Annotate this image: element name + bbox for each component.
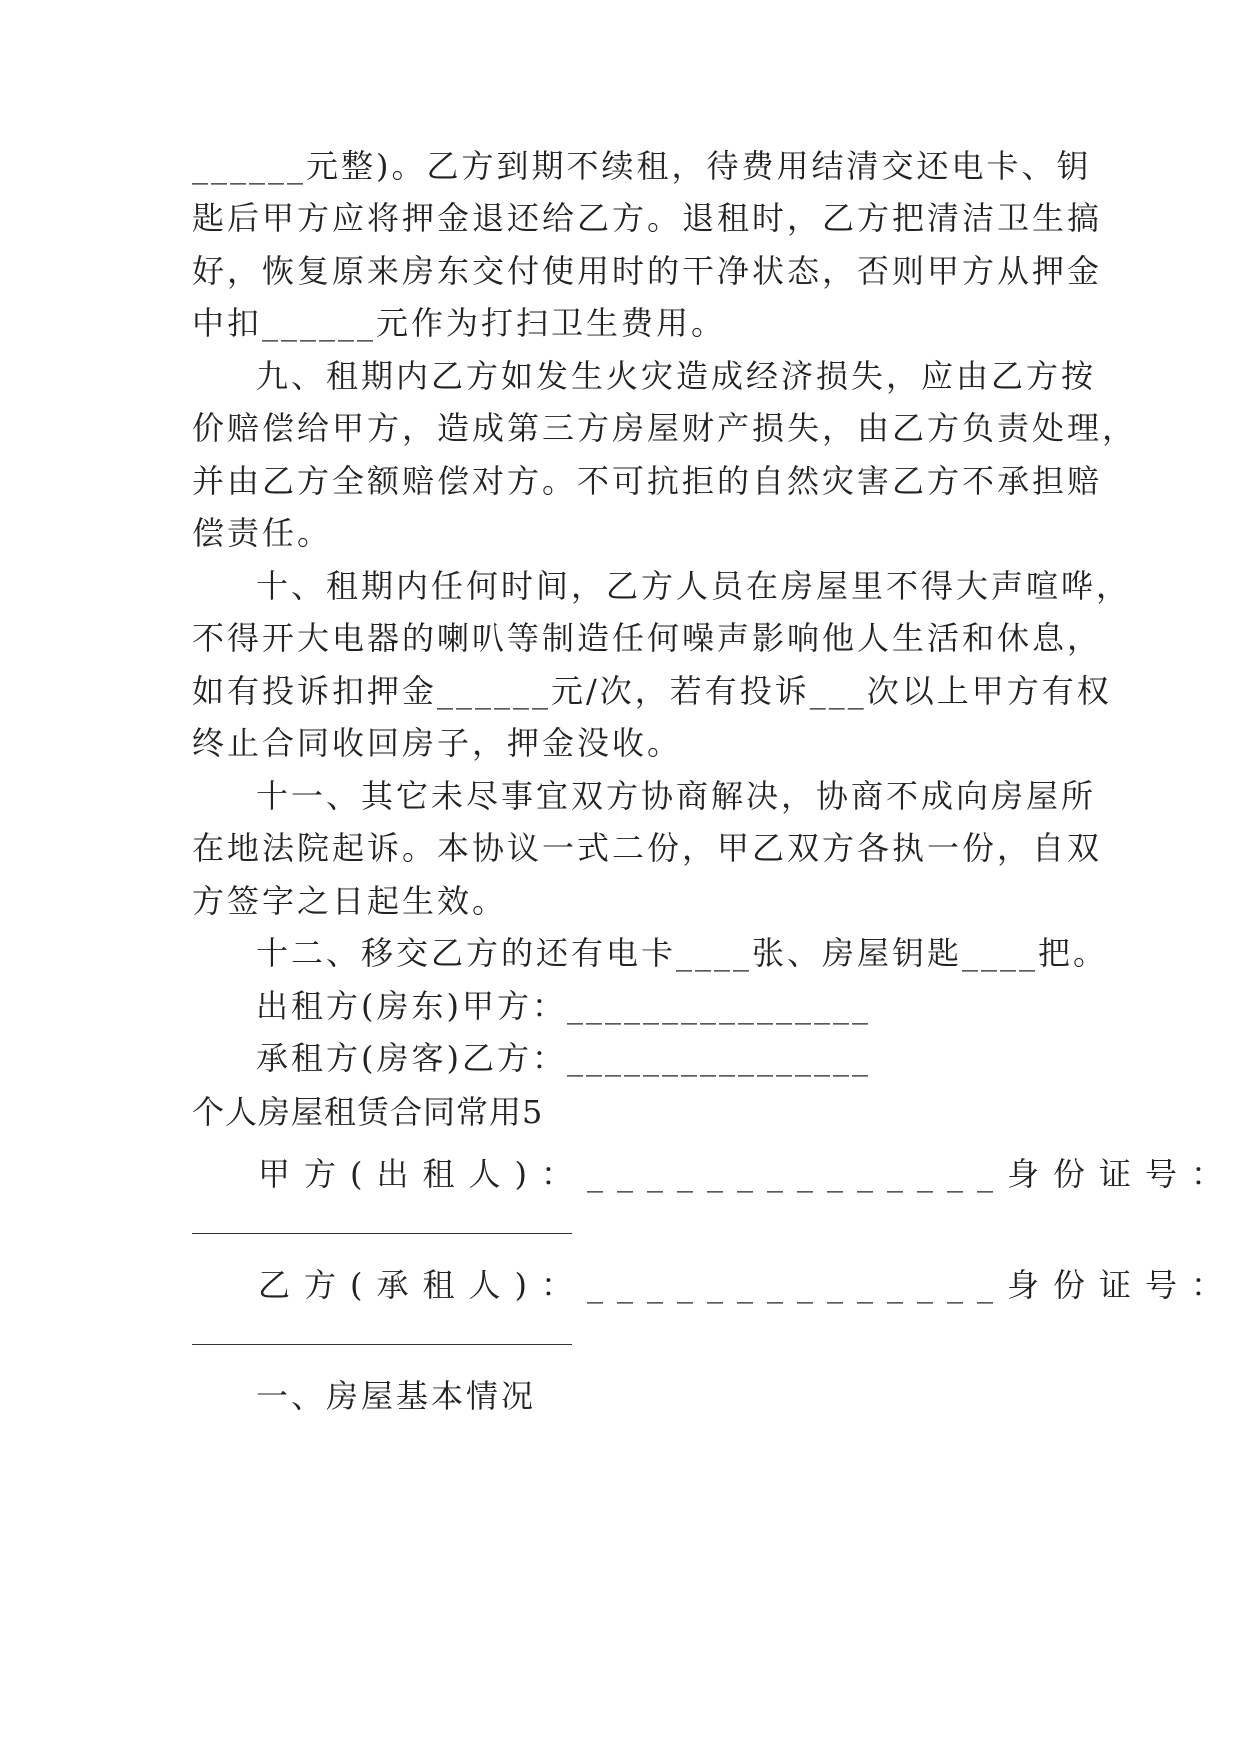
party-a-line: 甲方(出租人)：______________身份证号： <box>258 1155 1237 1193</box>
clause9-line-3: 并由乙方全额赔偿对方。不可抗拒的自然灾害乙方不承担赔 <box>192 462 1103 500</box>
clause11-line-3: 方签字之日起生效。 <box>192 882 508 920</box>
clause9-line-2: 价赔偿给甲方，造成第三方房屋财产损失，由乙方负责处理， <box>192 409 1138 447</box>
party-b-line: 乙方(承租人)：______________身份证号： <box>258 1266 1237 1304</box>
clause9-line-1: 九、租期内乙方如发生火灾造成经济损失，应由乙方按 <box>256 357 1097 395</box>
clause9-line-4: 偿责任。 <box>192 514 333 552</box>
section-heading-1: 一、房屋基本情况 <box>256 1377 537 1415</box>
party-b-id-underline <box>192 1344 572 1345</box>
landlord-signature: 出租方(房东)甲方：________________ <box>256 987 871 1025</box>
party-a-id-underline <box>192 1233 572 1234</box>
clause11-line-2: 在地法院起诉。本协议一式二份，甲乙双方各执一份，自双 <box>192 829 1103 867</box>
clause8-line-2: 匙后甲方应将押金退还给乙方。退租时，乙方把清洁卫生搞 <box>192 199 1103 237</box>
clause8-line-1: ______元整)。乙方到期不续租，待费用结清交还电卡、钥 <box>192 147 1092 185</box>
clause10-line-4: 终止合同收回房子，押金没收。 <box>192 724 683 762</box>
tenant-signature: 承租方(房客)乙方：________________ <box>256 1039 871 1077</box>
clause10-line-2: 不得开大电器的喇叭等制造任何噪声影响他人生活和休息， <box>192 619 1103 657</box>
clause8-line-3: 好，恢复原来房东交付使用时的干净状态，否则甲方从押金 <box>192 252 1103 290</box>
section-title: 个人房屋租赁合同常用5 <box>192 1093 544 1131</box>
clause10-line-1: 十、租期内任何时间，乙方人员在房屋里不得大声喧哗， <box>256 567 1132 605</box>
clause11-line-1: 十一、其它未尽事宜双方协商解决，协商不成向房屋所 <box>256 777 1097 815</box>
clause12-line: 十二、移交乙方的还有电卡____张、房屋钥匙____把。 <box>256 934 1109 972</box>
clause8-line-4: 中扣______元作为打扫卫生费用。 <box>192 304 727 342</box>
clause10-line-3: 如有投诉扣押金______元/次，若有投诉___次以上甲方有权 <box>192 672 1112 710</box>
